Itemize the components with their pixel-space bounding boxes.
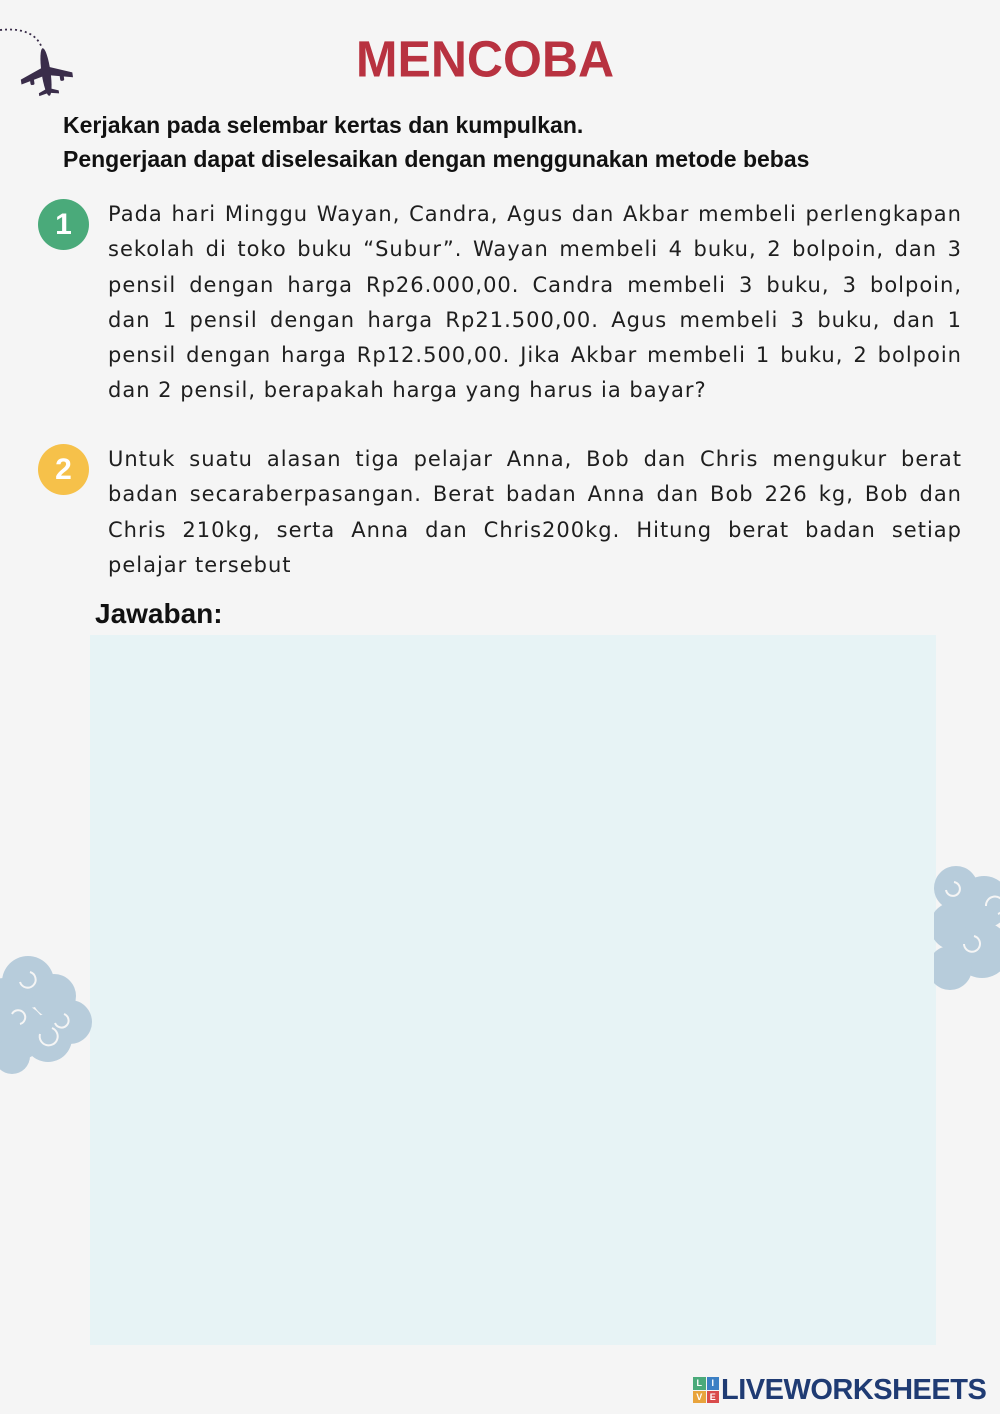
- page-title: MENCOBA: [355, 30, 615, 88]
- cloud-decoration-right: [934, 862, 1000, 998]
- question-text: Pada hari Minggu Wayan, Candra, Agus dan Akbar membeli perlengkapan sekolah di toko buku “Subur”. Wayan membeli 4 buku, 2 bolpoin, dan 3 pensil dengan harga Rp26.000,00. Candra membeli 3 buku, 3 bolpoin, dan 1 pensil dengan harga Rp21.500,00. Agus membeli 3 buku, dan 1 pensil dengan harga Rp12.500,00. Jika Akbar membeli 1 buku, 2 bolpoin dan 2 pensil, berapakah harga yang harus ia bayar?: [108, 202, 962, 403]
- question-number-badge: 1: [38, 199, 89, 250]
- liveworksheets-logo: [693, 1372, 986, 1408]
- answer-textarea[interactable]: [90, 635, 936, 1345]
- answer-label: Jawaban:: [95, 598, 223, 629]
- instruction-line-1: Kerjakan pada selembar kertas dan kumpulkan.: [63, 112, 584, 138]
- logo-letter-e: E: [707, 1391, 720, 1404]
- question-text: Untuk suatu alasan tiga pelajar Anna, Bob dan Chris mengukur berat badan secaraberpasangan. Berat badan Anna dan Bob 226 kg, Bob dan Chris 210kg, serta Anna dan Chris200kg. Hitung berat badan setiap pelajar tersebut: [108, 447, 962, 577]
- logo-letter-i: I: [707, 1377, 720, 1390]
- instruction-line-2: Pengerjaan dapat diselesaikan dengan menggunakan metode bebas: [63, 146, 810, 172]
- liveworksheets-logo-icon: [693, 1377, 719, 1403]
- logo-text: LIVEWORKSHEETS: [721, 1373, 987, 1406]
- question-number-badge: 2: [38, 444, 89, 495]
- cloud-decoration-left: [0, 950, 92, 1075]
- logo-letter-l: L: [693, 1377, 706, 1390]
- logo-letter-v: V: [693, 1391, 706, 1404]
- instructions: [63, 108, 963, 176]
